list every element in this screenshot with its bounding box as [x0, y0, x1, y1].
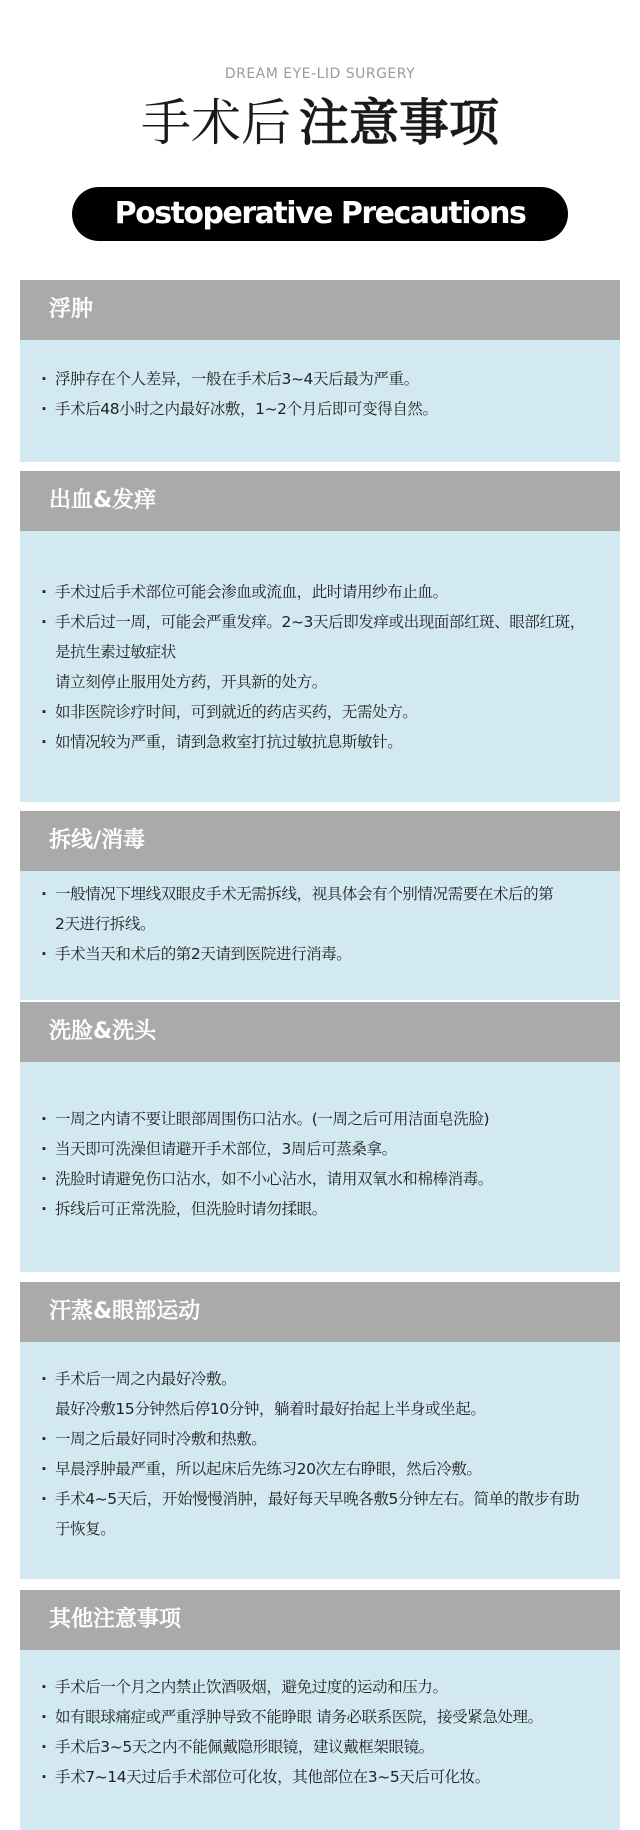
- section-title: 拆线/消毒: [20, 811, 620, 871]
- list-item-line: · 一周之后最好同时冷敷和热敷。: [55, 1430, 267, 1448]
- section-3: [20, 811, 620, 1000]
- section-body: [20, 1062, 620, 1272]
- section-title: 浮肿: [20, 280, 620, 340]
- section-2: [20, 471, 620, 802]
- section-body: [20, 1650, 620, 1830]
- list-item-line: 2天进行拆线。: [55, 915, 156, 933]
- page-title: [0, 88, 640, 158]
- section-body: [20, 871, 620, 1000]
- subtitle-banner: Postoperative Precautions: [72, 187, 568, 241]
- list-item-line: · 手术后一周之内最好冷敷。: [55, 1370, 237, 1388]
- list-item-line: · 手术后48小时之内最好冰敷，1~2个月后即可变得自然。: [55, 400, 438, 418]
- list-item: [41, 1424, 610, 1454]
- section-title: 出血&发痒: [20, 471, 620, 531]
- list-item-line: · 一周之内请不要让眼部周围伤口沾水。(一周之后可用洁面皂洗脸): [55, 1110, 490, 1128]
- list-item: [41, 1762, 610, 1792]
- list-item-line: 于恢复。: [55, 1520, 116, 1538]
- list-item-line: · 手术后3~5天之内不能佩戴隐形眼镜，建议戴框架眼镜。: [55, 1738, 434, 1756]
- list-item-line: · 手术后过一周，可能会严重发痒。2~3天后即发痒或出现面部红斑、眼部红斑，: [55, 613, 585, 631]
- list-item: [41, 1164, 610, 1194]
- list-item-line: · 如有眼球痛症或严重浮肿导致不能睁眼 请务必联系医院，接受紧急处理。: [55, 1708, 543, 1726]
- list-item: [41, 1484, 610, 1544]
- list-item-line: · 如情况较为严重，请到急救室打抗过敏抗息斯敏针。: [55, 733, 403, 751]
- list-item: [41, 1134, 610, 1164]
- list-item: [41, 1702, 610, 1732]
- title-bold: 注意事项: [299, 94, 499, 152]
- list-item: [41, 607, 610, 697]
- list-item-line: · 早晨浮肿最严重，所以起床后先练习20次左右睁眼，然后冷敷。: [55, 1460, 482, 1478]
- title-light: 手术后: [141, 94, 291, 152]
- section-title: 洗脸&洗头: [20, 1002, 620, 1062]
- list-item-line: · 手术当天和术后的第2天请到医院进行消毒。: [55, 945, 352, 963]
- section-body: [20, 340, 620, 462]
- section-6: [20, 1590, 620, 1830]
- section-4: [20, 1002, 620, 1272]
- list-item-line: · 洗脸时请避免伤口沾水，如不小心沾水，请用双氧水和棉棒消毒。: [55, 1170, 493, 1188]
- list-item-line: 请立刻停止服用处方药，开具新的处方。: [55, 673, 327, 691]
- list-item-line: · 当天即可洗澡但请避开手术部位，3周后可蒸桑拿。: [55, 1140, 397, 1158]
- list-item-line: 最好冷敷15分钟然后停10分钟，躺着时最好抬起上半身或坐起。: [55, 1400, 486, 1418]
- list-item: [41, 1732, 610, 1762]
- list-item-line: · 拆线后可正常洗脸，但洗脸时请勿揉眼。: [55, 1200, 327, 1218]
- list-item: [41, 1104, 610, 1134]
- section-body: [20, 1342, 620, 1579]
- list-item-line: 是抗生素过敏症状: [55, 643, 176, 661]
- list-item: [41, 1364, 610, 1424]
- list-item-line: · 手术7~14天过后手术部位可化妆，其他部位在3~5天后可化妆。: [55, 1768, 490, 1786]
- section-5: [20, 1282, 620, 1579]
- list-item: [41, 697, 610, 727]
- section-title: 汗蒸&眼部运动: [20, 1282, 620, 1342]
- list-item: [41, 1194, 610, 1224]
- list-item-line: · 一般情况下埋线双眼皮手术无需拆线，视具体会有个别情况需要在术后的第: [55, 885, 554, 903]
- eyebrow-text: DREAM EYE-LID SURGERY: [224, 66, 416, 82]
- list-item-line: · 手术后一个月之内禁止饮酒吸烟，避免过度的运动和压力。: [55, 1678, 448, 1696]
- list-item: [41, 939, 610, 969]
- list-item: [41, 577, 610, 607]
- list-item: [41, 1454, 610, 1484]
- list-item: [41, 364, 610, 394]
- list-item: [41, 879, 610, 939]
- list-item-line: · 手术过后手术部位可能会渗血或流血，此时请用纱布止血。: [55, 583, 448, 601]
- list-item-line: · 浮肿存在个人差异，一般在手术后3~4天后最为严重。: [55, 370, 419, 388]
- section-body: [20, 531, 620, 802]
- list-item: [41, 1672, 610, 1702]
- list-item: [41, 394, 610, 424]
- list-item: [41, 727, 610, 757]
- section-1: [20, 280, 620, 462]
- section-title: 其他注意事项: [20, 1590, 620, 1650]
- list-item-line: · 手术4~5天后，开始慢慢消肿，最好每天早晚各敷5分钟左右。简单的散步有助: [55, 1490, 580, 1508]
- list-item-line: · 如非医院诊疗时间，可到就近的药店买药，无需处方。: [55, 703, 418, 721]
